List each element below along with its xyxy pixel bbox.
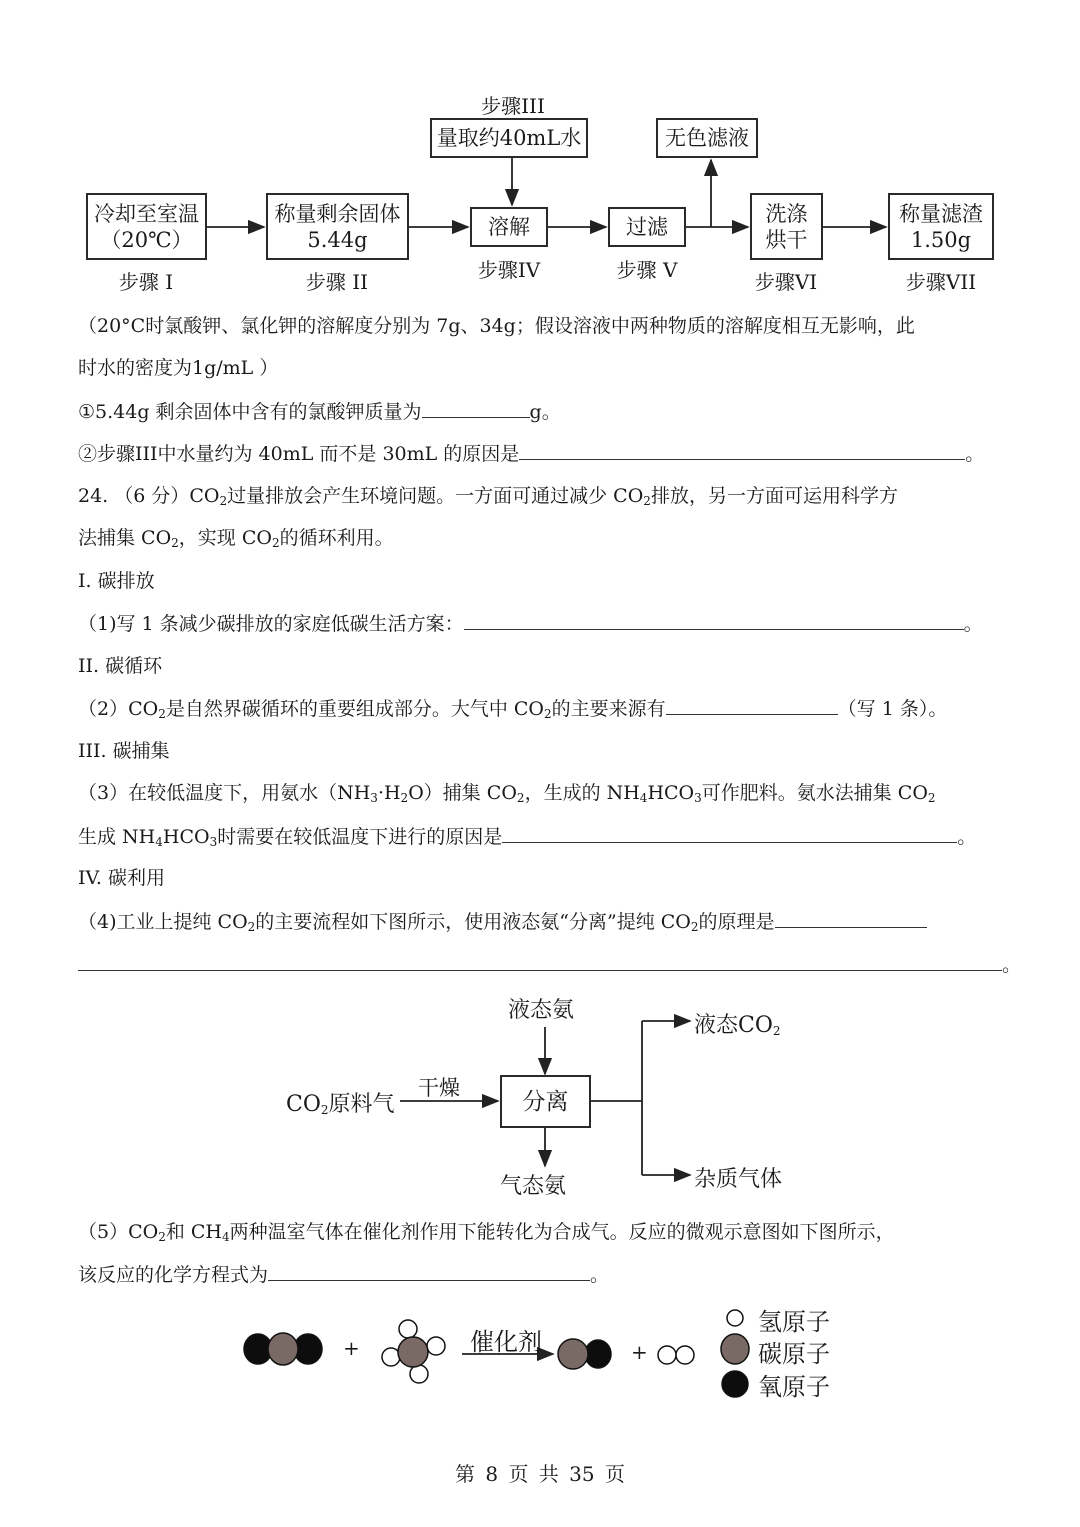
step-iii-box (430, 118, 588, 158)
text-seg: 液态CO (694, 1013, 773, 1038)
subscript: 2 (158, 1230, 166, 1244)
subscript: 2 (690, 920, 699, 934)
h2-molecule-icon (658, 1346, 694, 1364)
plus-sign: + (631, 1340, 648, 1364)
answer-blank-24-2[interactable] (666, 696, 838, 715)
subscript: 3 (209, 835, 218, 849)
co2-feed-gas-label (286, 1087, 395, 1118)
question-24-1 (78, 611, 983, 636)
text-seg: 是自然界碳循环的重要组成部分。大气中 CO (165, 698, 544, 720)
subscript: 2 (247, 920, 256, 934)
subscript: 2 (400, 791, 409, 805)
subscript: 4 (155, 835, 163, 849)
answer-blank-24-5[interactable] (268, 1262, 590, 1281)
solubility-note-line2: 时水的密度为1g/mL ） (78, 357, 279, 379)
text-seg: （3）在较低温度下，用氨水（NH (78, 782, 371, 804)
step-vii-text-2: 1.50g (910, 227, 972, 252)
subscript: 2 (219, 494, 228, 508)
text-seg: 的主要流程如下图所示，使用液态氨“分离”提纯 CO (255, 911, 691, 933)
step-ii-text-2: 5.44g (307, 227, 368, 252)
step-vii-label: 步骤VII (905, 270, 977, 294)
question-24-5-line1 (78, 1220, 895, 1244)
answer-blank-24-1[interactable] (464, 611, 964, 630)
text-seg: 可作肥料。氨水法捕集 CO (701, 782, 928, 804)
co2-molecule-icon (244, 1333, 322, 1365)
legend-carbon-label: 碳原子 (758, 1340, 830, 1368)
text-seg: 24. （6 分）CO (78, 485, 220, 507)
answer-blank-q2[interactable] (519, 441, 965, 460)
question-2-suffix: 。 (965, 443, 985, 465)
step-vi-text-2: 烘干 (765, 227, 808, 252)
step-iii-text: 量取约40mL水 (436, 126, 582, 150)
step-ii-label: 步骤 II (305, 270, 369, 294)
question-1-prefix: ①5.44g 剩余固体中含有的氯酸钾质量为 (78, 401, 422, 423)
step-ii-box (266, 193, 409, 260)
text-seg: CO (286, 1092, 321, 1117)
subscript: 3 (694, 791, 702, 805)
subscript: 2 (320, 1103, 329, 1117)
subscript: 2 (544, 707, 552, 721)
subscript: 2 (516, 791, 525, 805)
text-seg: ·H (377, 782, 401, 804)
subscript: 4 (639, 791, 648, 805)
text-seg: 该反应的化学方程式为 (78, 1264, 269, 1286)
step-iv-text: 溶解 (488, 215, 530, 239)
text-seg: 过量排放会产生环境问题。一方面可通过减少 CO (227, 485, 644, 507)
section-carbon-capture: III. 碳捕集 (78, 740, 170, 762)
text-seg: 和 CH (165, 1221, 222, 1243)
question-24-1-prefix: （1)写 1 条减少碳排放的家庭低碳生活方案： (78, 613, 464, 635)
filtrate-box (656, 118, 758, 158)
impurity-gas-output: 杂质气体 (694, 1167, 783, 1192)
question-1 (78, 399, 561, 424)
text-seg: 的原理是 (698, 911, 775, 933)
question-24-intro-line2 (78, 526, 394, 550)
subscript: 2 (171, 536, 179, 550)
text-seg: （2）CO (78, 698, 159, 720)
step-i-text-2: （20℃） (100, 227, 193, 252)
question-24-4-line2 (78, 952, 1021, 977)
text-seg: 。 (963, 613, 983, 635)
text-seg: 的主要来源有 (551, 698, 666, 720)
text-seg: HCO (647, 782, 695, 804)
text-seg: 法捕集 CO (78, 527, 172, 549)
step-v-text: 过滤 (626, 215, 668, 239)
section-carbon-cycle: II. 碳循环 (78, 655, 163, 677)
text-seg: 。 (590, 1264, 610, 1286)
question-24-5-line2 (78, 1262, 609, 1287)
text-seg: O）捕集 CO (408, 782, 517, 804)
text-seg: 。 (957, 826, 977, 848)
step-iii-label: 步骤III (481, 94, 545, 118)
separation-text: 分离 (522, 1088, 569, 1115)
drying-label: 干燥 (418, 1076, 460, 1100)
gaseous-ammonia-output: 气态氨 (500, 1174, 567, 1199)
liquid-ammonia-input: 液态氨 (508, 998, 575, 1023)
catalyst-label: 催化剂 (470, 1328, 542, 1356)
text-seg: 原料气 (328, 1092, 395, 1117)
separation-box (500, 1075, 591, 1128)
text-seg: 的循环利用。 (279, 527, 394, 549)
question-24-4 (78, 909, 927, 934)
text-seg: 。 (1002, 954, 1022, 976)
subscript: 4 (222, 1230, 230, 1244)
section-carbon-utilization: IV. 碳利用 (78, 867, 165, 889)
oxygen-legend-icon (722, 1371, 748, 1397)
subscript: 2 (271, 536, 280, 550)
answer-blank-24-4b[interactable] (78, 952, 1002, 971)
subscript: 3 (370, 791, 378, 805)
text-seg: （写 1 条）。 (837, 698, 948, 720)
step-i-box (86, 193, 207, 260)
subscript: 2 (927, 791, 936, 805)
question-24-3-line1 (78, 781, 936, 805)
answer-blank-q1[interactable] (422, 399, 530, 418)
step-vi-box (750, 193, 823, 260)
text-seg: 两种温室气体在催化剂作用下能转化为合成气。反应的微观示意图如下图所示， (229, 1221, 895, 1243)
text-seg: 生成 NH (78, 826, 156, 848)
step-i-label: 步骤 I (118, 270, 174, 294)
ch4-molecule-icon (382, 1320, 445, 1383)
filtrate-text: 无色滤液 (665, 126, 749, 150)
subscript: 2 (772, 1024, 781, 1038)
step-vi-label: 步骤VI (754, 270, 818, 294)
question-2 (78, 441, 984, 466)
question-1-suffix: g。 (529, 401, 561, 423)
text-seg: （4)工业上提纯 CO (78, 911, 248, 933)
answer-blank-24-4a[interactable] (775, 909, 927, 928)
legend-hydrogen-label: 氢原子 (758, 1308, 830, 1336)
step-v-box (608, 207, 686, 247)
text-seg: 时需要在较低温度下进行的原因是 (217, 826, 503, 848)
legend-oxygen-label: 氧原子 (758, 1373, 830, 1401)
step-vii-text-1: 称量滤渣 (899, 201, 983, 226)
text-seg: ，生成的 NH (524, 782, 640, 804)
answer-blank-24-3[interactable] (502, 824, 957, 843)
step-ii-text-1: 称量剩余固体 (274, 201, 401, 226)
section-carbon-emission: I. 碳排放 (78, 570, 155, 592)
text-seg: 排放，另一方面可运用科学方 (650, 485, 898, 507)
step-iv-box (470, 207, 548, 247)
carbon-legend-icon (721, 1334, 749, 1364)
subscript: 2 (158, 707, 166, 721)
text-seg: ，实现 CO (178, 527, 272, 549)
solubility-note-line1: （20°C时氯酸钾、氯化钾的溶解度分别为 7g、34g；假设溶液中两种物质的溶解度相互无影响，此 (78, 315, 915, 337)
text-seg: （5）CO (78, 1221, 159, 1243)
step-vi-text-1: 洗涤 (765, 201, 808, 226)
question-2-prefix: ②步骤III中水量约为 40mL 而不是 30mL 的原因是 (78, 443, 520, 465)
question-24-2 (78, 696, 947, 721)
step-iv-label: 步骤IV (477, 258, 541, 282)
question-24-3-line2 (78, 824, 976, 849)
hydrogen-legend-icon (727, 1310, 743, 1326)
text-seg: HCO (162, 826, 210, 848)
page-indicator: 第 8 页 共 35 页 (455, 1462, 625, 1486)
plus-sign: + (343, 1336, 360, 1360)
subscript: 2 (643, 494, 651, 508)
question-24-intro-line1 (78, 484, 898, 508)
step-v-label: 步骤 V (616, 258, 678, 282)
liquid-co2-output (694, 1008, 781, 1039)
step-i-text-1: 冷却至室温 (94, 201, 199, 226)
step-vii-box (888, 193, 994, 260)
co-molecule-icon (558, 1339, 611, 1369)
